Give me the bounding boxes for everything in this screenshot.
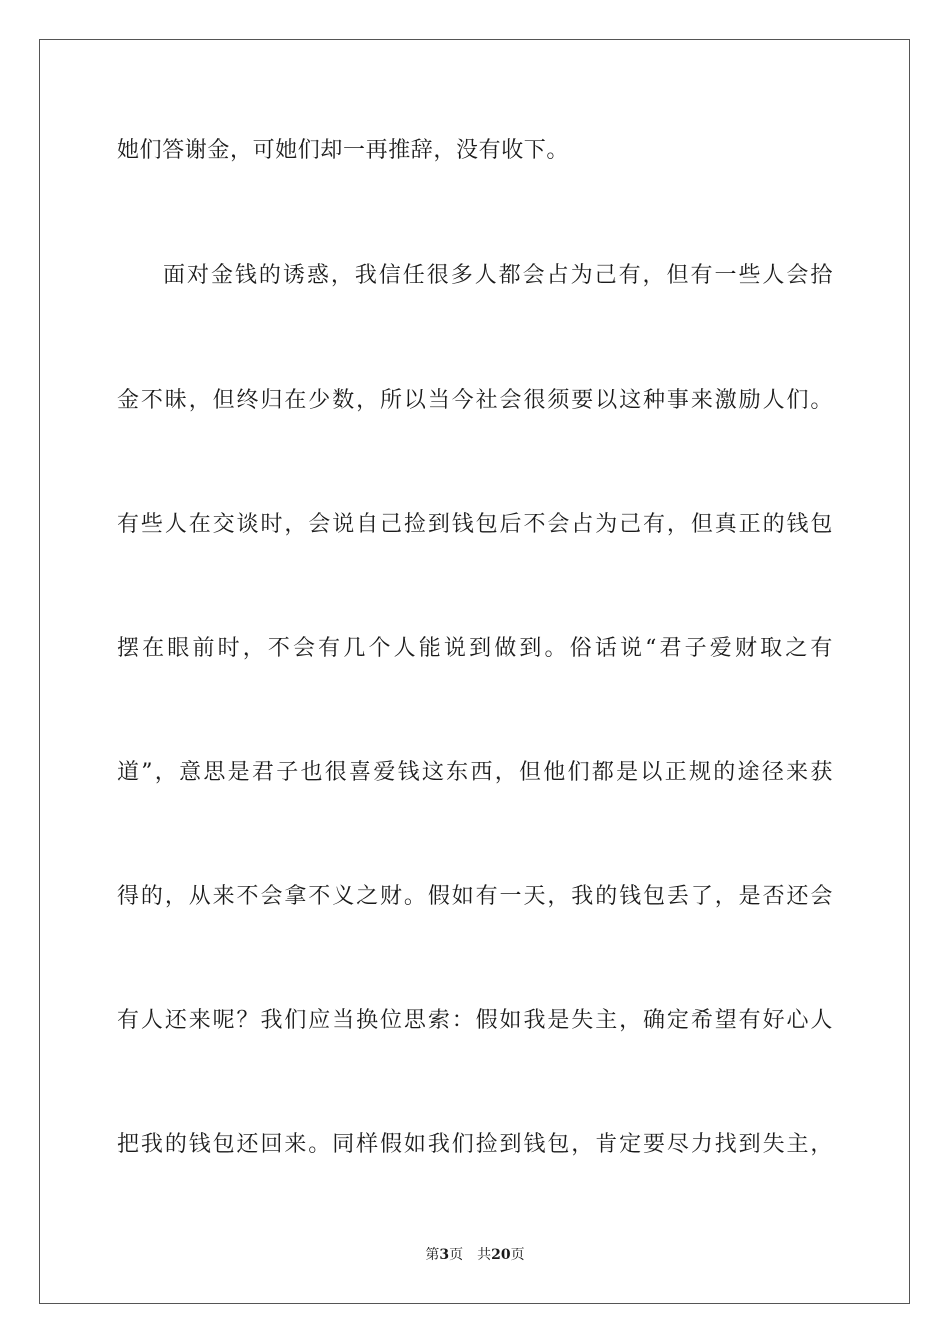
- current-page-number: 3: [439, 1247, 450, 1263]
- page-border: [39, 39, 910, 1304]
- paragraph-line-1: 她们答谢金，可她们却一再推辞，没有收下。: [117, 138, 570, 163]
- page-suffix: 页: [449, 1247, 464, 1263]
- paragraph-line-6: 道”，意思是君子也很喜爱钱这东西，但他们都是以正规的途径来获: [117, 760, 833, 785]
- paragraph-line-9: 把我的钱包还回来。同样假如我们捡到钱包，肯定要尽力找到失主，: [117, 1132, 833, 1157]
- paragraph-line-7: 得的，从来不会拿不义之财。假如有一天，我的钱包丢了，是否还会: [117, 884, 833, 909]
- paragraph-line-3: 金不昧，但终归在少数，所以当今社会很须要以这种事来激励人们。: [117, 388, 833, 413]
- paragraph-line-8: 有人还来呢？我们应当换位思索：假如我是失主，确定希望有好心人: [117, 1008, 833, 1033]
- total-suffix: 页: [510, 1247, 525, 1263]
- page-footer: [0, 1246, 950, 1264]
- paragraph-line-2: 面对金钱的诱惑，我信任很多人都会占为己有，但有一些人会拾: [163, 263, 833, 288]
- total-prefix: 共: [477, 1247, 492, 1263]
- page-prefix: 第: [425, 1247, 440, 1263]
- total-page-count: 20: [491, 1247, 511, 1263]
- paragraph-line-5: 摆在眼前时，不会有几个人能说到做到。俗话说“君子爱财取之有: [117, 636, 833, 661]
- paragraph-line-4: 有些人在交谈时，会说自己捡到钱包后不会占为己有，但真正的钱包: [117, 512, 833, 537]
